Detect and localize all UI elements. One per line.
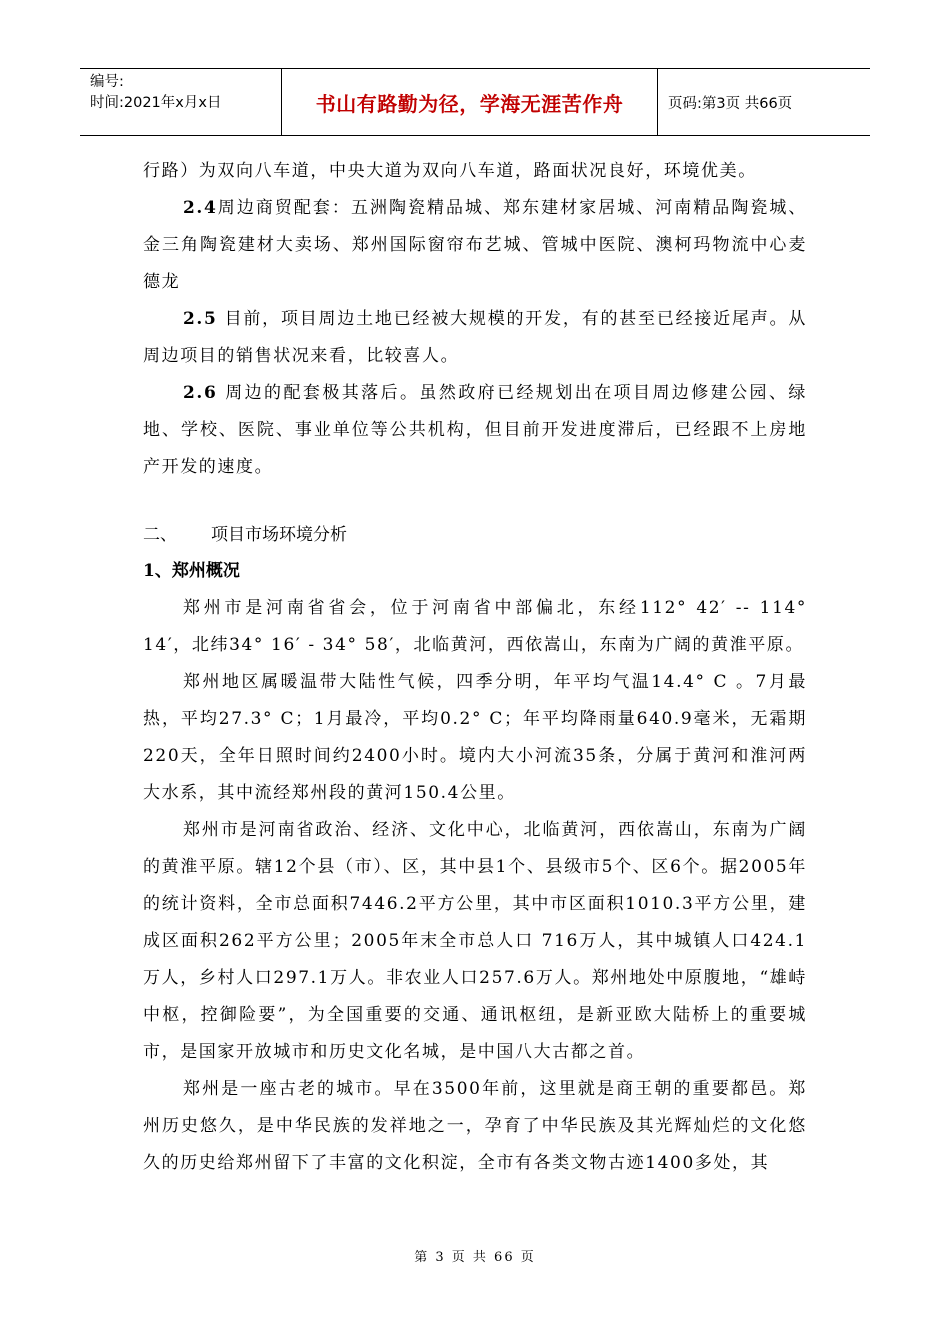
paragraph-climate: 郑州地区属暖温带大陆性气候，四季分明，年平均气温14.4° C 。7月最热，平均27.3° C；1月最冷，平均0.2° C；年平均降雨量640.9毫米，无霜期220天，全年日照时间约2400小时。境内大小河流35条，分属于黄河和淮河两大水系，其中流经郑州段的黄河150.4公里。 [143, 672, 807, 803]
document-body [143, 153, 807, 1182]
item-number: 2.6 [183, 383, 218, 403]
section-title: 项目市场环境分析 [211, 525, 347, 545]
paragraph-land [143, 301, 807, 375]
paragraph-history: 郑州是一座古老的城市。早在3500年前，这里就是商王朝的重要都邑。郑州历史悠久，是中华民族的发祥地之一，孕育了中华民族及其光辉灿烂的文化悠久的历史给郑州留下了丰富的文化积淀，全市有各类文物古迹1400多处，其 [143, 1079, 807, 1173]
page-header [80, 68, 870, 136]
page-footer: 第 3 页 共 66 页 [414, 1250, 536, 1265]
section-heading [143, 520, 807, 550]
item-number: 2.5 [183, 309, 218, 329]
subsection-heading: 1、郑州概况 [143, 561, 240, 581]
header-motto: 书山有路勤为径，学海无涯苦作舟 [282, 69, 658, 135]
paragraph-text: 目前，项目周边土地已经被大规模的开发，有的甚至已经接近尾声。从周边项目的销售状况来看，比较喜人。 [143, 309, 807, 366]
item-number: 2.4 [183, 198, 218, 218]
paragraph-road: 行路）为双向八车道，中央大道为双向八车道，路面状况良好，环境优美。 [143, 161, 757, 181]
header-meta [80, 69, 282, 135]
paragraph-text: 周边商贸配套：五洲陶瓷精品城、郑东建材家居城、河南精品陶瓷城、金三角陶瓷建材大卖场、郑州国际窗帘布艺城、管城中医院、澳柯玛物流中心麦德龙 [143, 198, 807, 292]
paragraph-text: 周边的配套极其落后。虽然政府已经规划出在项目周边修建公园、绿地、学校、医院、事业单位等公共机构，但目前开发进度滞后，已经跟不上房地产开发的速度。 [143, 383, 807, 477]
document-number-label: 编号: [90, 74, 124, 90]
paragraph-administration: 郑州市是河南省政治、经济、文化中心，北临黄河，西依嵩山，东南为广阔的黄淮平原。辖12个县（市）、区，其中县1个、县级市5个、区6个。据2005年的统计资料，全市总面积7446.2平方公里，其中市区面积1010.3平方公里，建成区面积262平方公里；2005年末全市总人口 716万人，其中城镇人口424.1万人，乡村人口297.1万人。非农业人口257.6万人。郑州地处中原腹地，“雄峙中枢，控御险要”，为全国重要的交通、通讯枢纽，是新亚欧大陆桥上的重要城市，是国家开放城市和历史文化名城，是中国八大古都之首。 [143, 820, 807, 1062]
document-time: 时间:2021年x月x日 [90, 95, 222, 111]
paragraph-location: 郑州市是河南省省会，位于河南省中部偏北，东经112° 42′ -- 114° 14′，北纬34° 16′ - 34° 58′，北临黄河，西依嵩山，东南为广阔的黄淮平原。 [143, 598, 807, 655]
paragraph-facilities [143, 375, 807, 486]
header-page-code: 页码:第3页 共66页 [668, 95, 793, 112]
section-number: 二、 [143, 525, 177, 545]
paragraph-commerce [143, 190, 807, 301]
